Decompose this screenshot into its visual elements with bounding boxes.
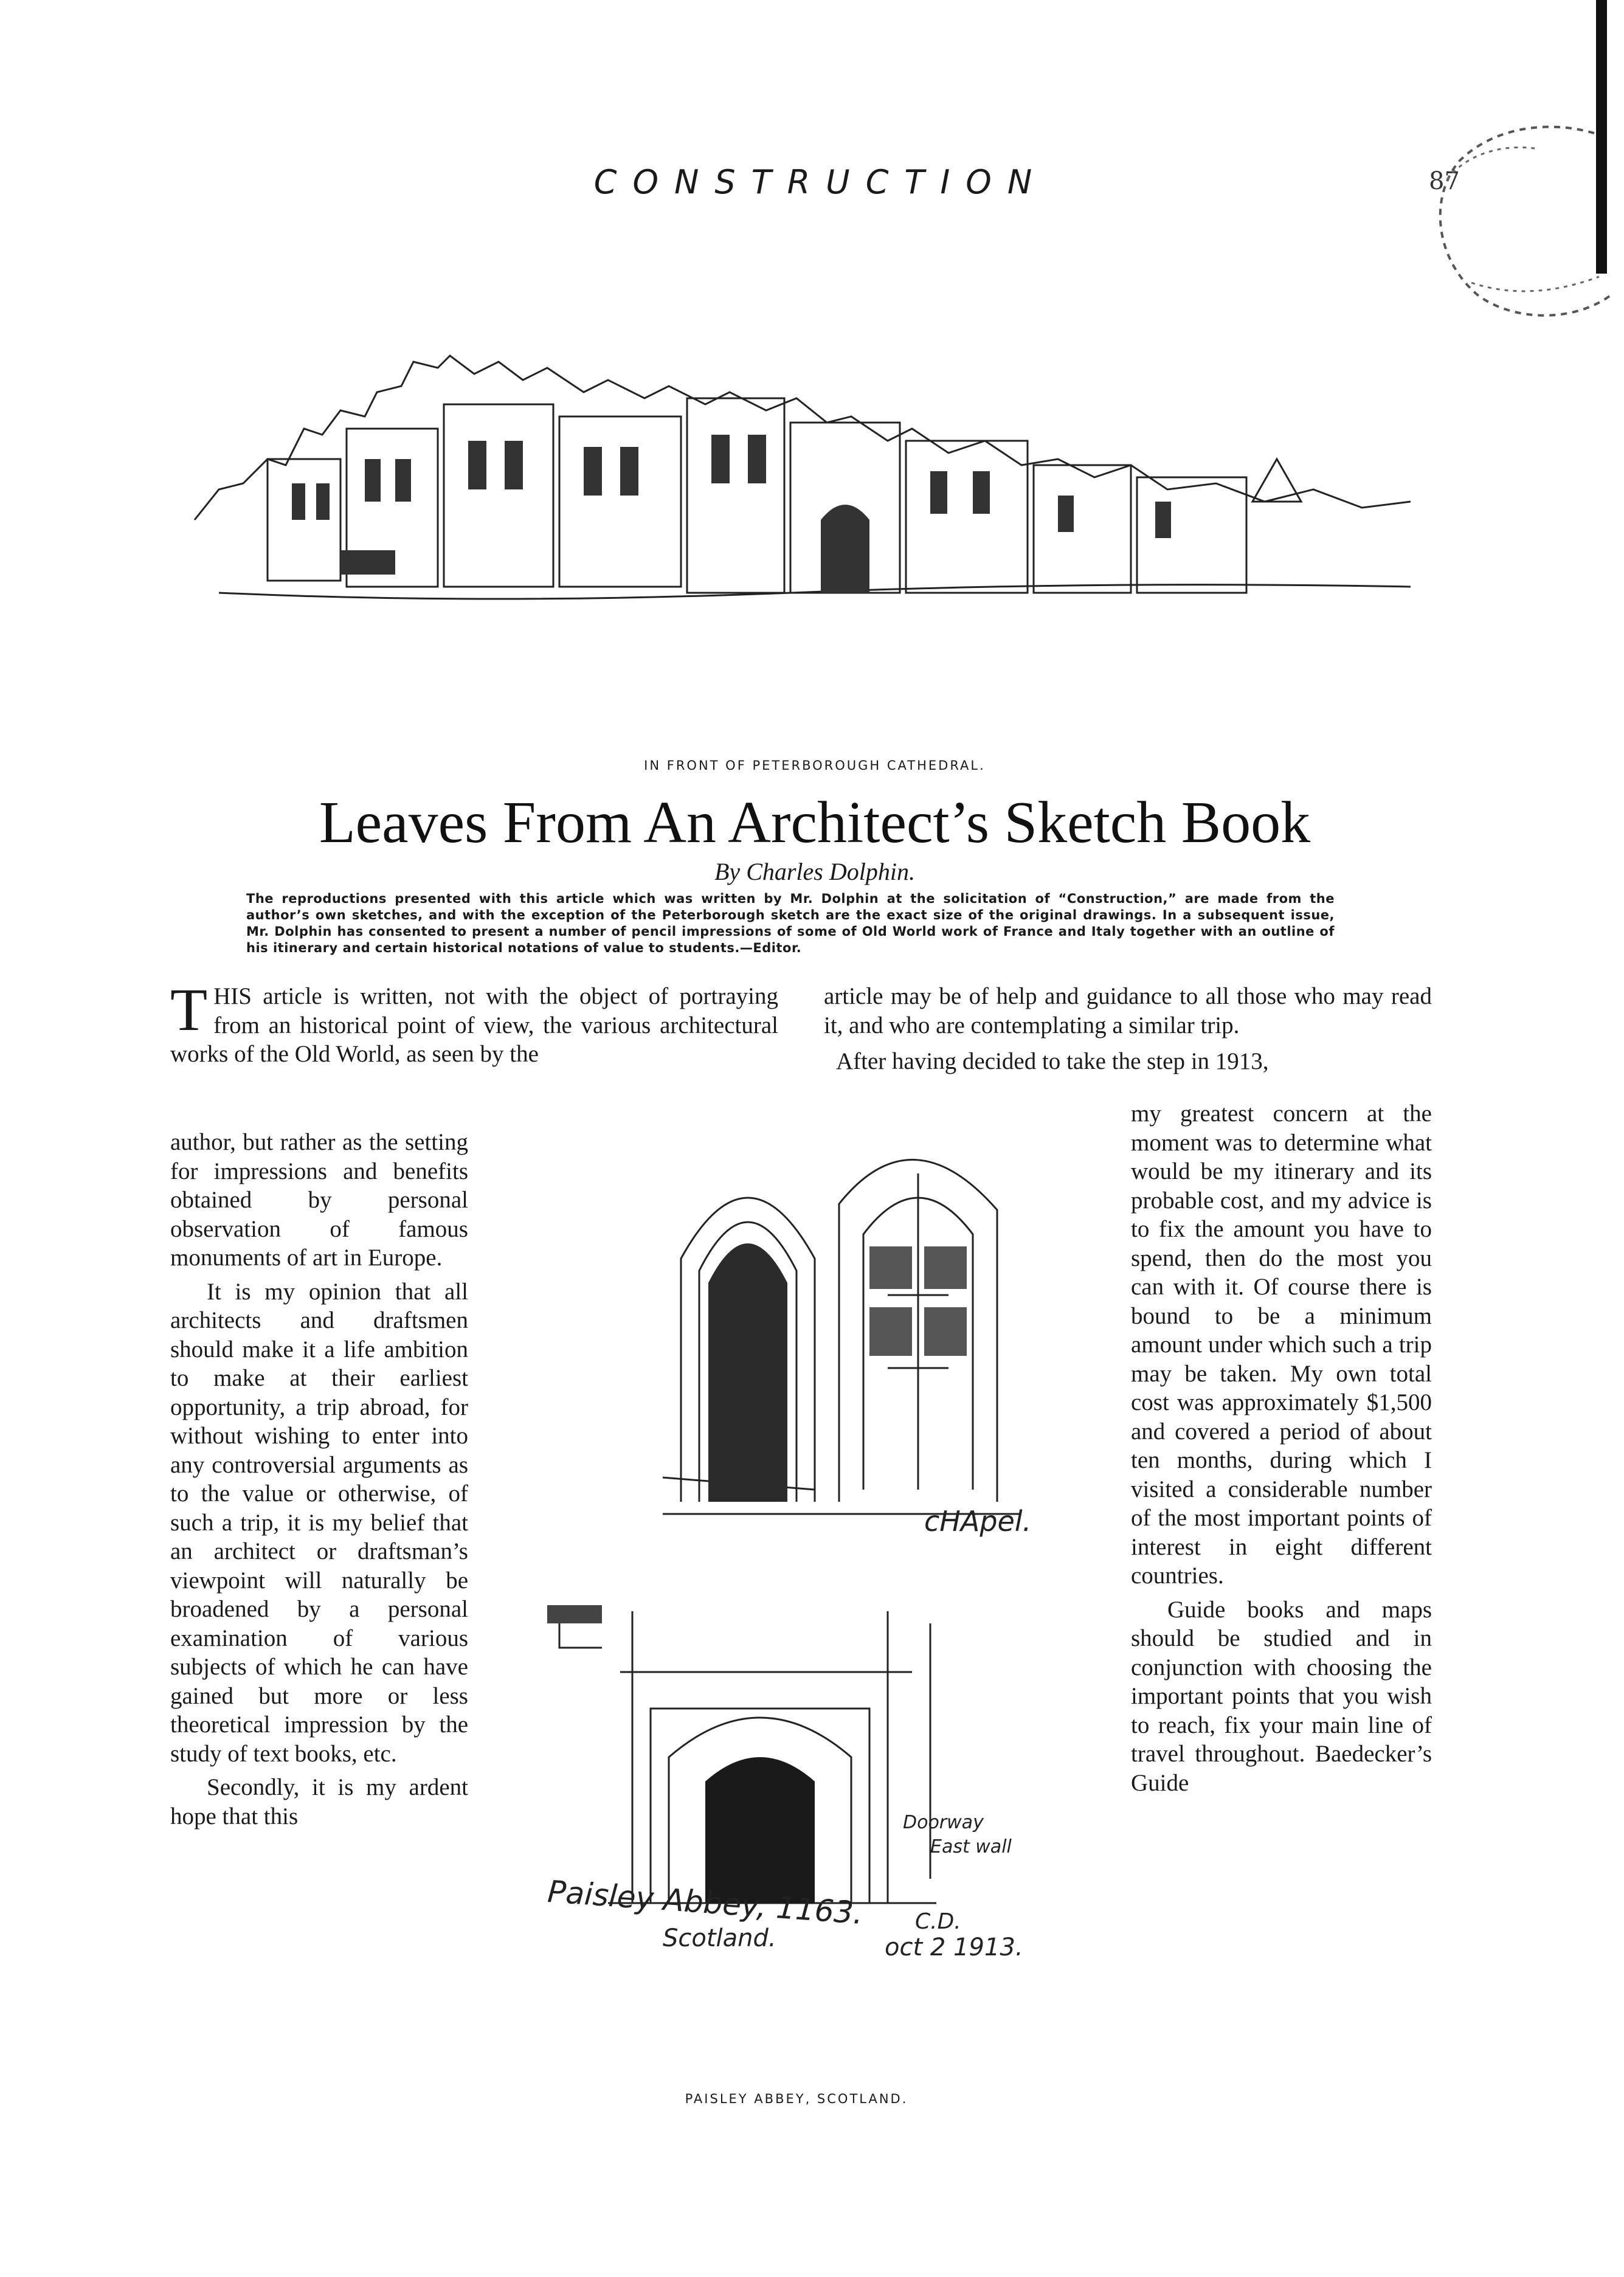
drop-cap: T bbox=[170, 976, 208, 1043]
chapel-label: cHApel. bbox=[924, 1505, 1032, 1538]
right-wide-paragraph-1: article may be of help and guidance to all those who may read it, and who are contemplating a similar trip. bbox=[824, 983, 1432, 1038]
left-paragraph-2: It is my opinion that all architects and draftsmen should make it a life ambition to make at their earliest opportunity, a trip abroad, for without wishing to enter into any controversial arguments as to the value or otherwise, of such a trip, it is my belief that an architect or draftsman’s viewpoint will naturally be broadened by a personal examination of various subjects of which he can have gained but more or less theoretical impression by the study of text books, etc. bbox=[170, 1278, 468, 1767]
right-narrow-paragraph-2: Guide books and maps should be studied and in conjunction with choosing the important points that you wish to reach, fix your main line of travel throughout. Baedecker’s Guide bbox=[1131, 1596, 1432, 1796]
right-wide-column bbox=[824, 982, 1432, 1076]
chapel-sketch bbox=[657, 1113, 1034, 1526]
editor-note: The reproductions presented with this article which was written by Mr. Dolphin at the solicitation of “Construction,” are made from the author’s own sketches, and with the exception of the Peterborough sketch are the exact size of the original drawings. In a subsequent issue, Mr. Dolphin has consented to present a number of pencil impressions of some of Old World work of France and Italy together with an outline of his itinerary and certain historical notations of value to students.—Editor. bbox=[246, 891, 1335, 955]
page-edge-rule bbox=[1596, 0, 1607, 274]
page-number: 87 bbox=[1429, 167, 1460, 195]
right-narrow-paragraph-1: my greatest concern at the moment was to determine what would be my itinerary and its probable cost, and my advice is to fix the amount you have to spend, then do the most you can with it. Of course there is bound to be a minimum amount under which such a trip may be taken. My own total cost was approximately $1,500 and covered a period of about ten months, during which I visited a considerable number of the most important points of interest in eight different countries. bbox=[1131, 1100, 1432, 1589]
running-head: CONSTRUCTION bbox=[593, 163, 1048, 201]
hand-title-1: Paisley Abbey, 1163. bbox=[546, 1873, 865, 1932]
article-byline: By Charles Dolphin. bbox=[714, 858, 915, 885]
hand-initials: C.D. bbox=[915, 1909, 961, 1934]
left-paragraph-1: author, but rather as the setting for impressions and benefits obtained by personal observation of famous monuments of art in Europe. bbox=[170, 1129, 468, 1271]
doorway-sketch bbox=[547, 1599, 973, 1921]
article-title: Leaves From An Architect’s Sketch Book bbox=[319, 790, 1311, 855]
library-stamp-icon bbox=[1423, 112, 1617, 331]
hand-date: oct 2 1913. bbox=[885, 1933, 1023, 1961]
right-wide-paragraph-2: After having decided to take the step in 1913, bbox=[836, 1048, 1269, 1074]
peterborough-sketch bbox=[182, 337, 1423, 654]
lead-paragraph bbox=[170, 976, 778, 1069]
top-figure-caption: IN FRONT OF PETERBOROUGH CATHEDRAL. bbox=[644, 758, 986, 773]
lead-text: HIS article is written, not with the object of portraying from an historical point of view, the various architectural works of the Old World, as seen by the bbox=[170, 983, 778, 1067]
doorway-label-1: Doorway bbox=[903, 1812, 984, 1833]
doorway-label-2: East wall bbox=[930, 1836, 1012, 1857]
left-narrow-column bbox=[170, 1128, 468, 1831]
left-paragraph-3: Secondly, it is my ardent hope that this bbox=[170, 1774, 468, 1830]
center-figure-caption: PAISLEY ABBEY, SCOTLAND. bbox=[685, 2092, 908, 2106]
hand-title-2: Scotland. bbox=[663, 1924, 776, 1952]
right-narrow-column bbox=[1131, 1099, 1432, 1797]
